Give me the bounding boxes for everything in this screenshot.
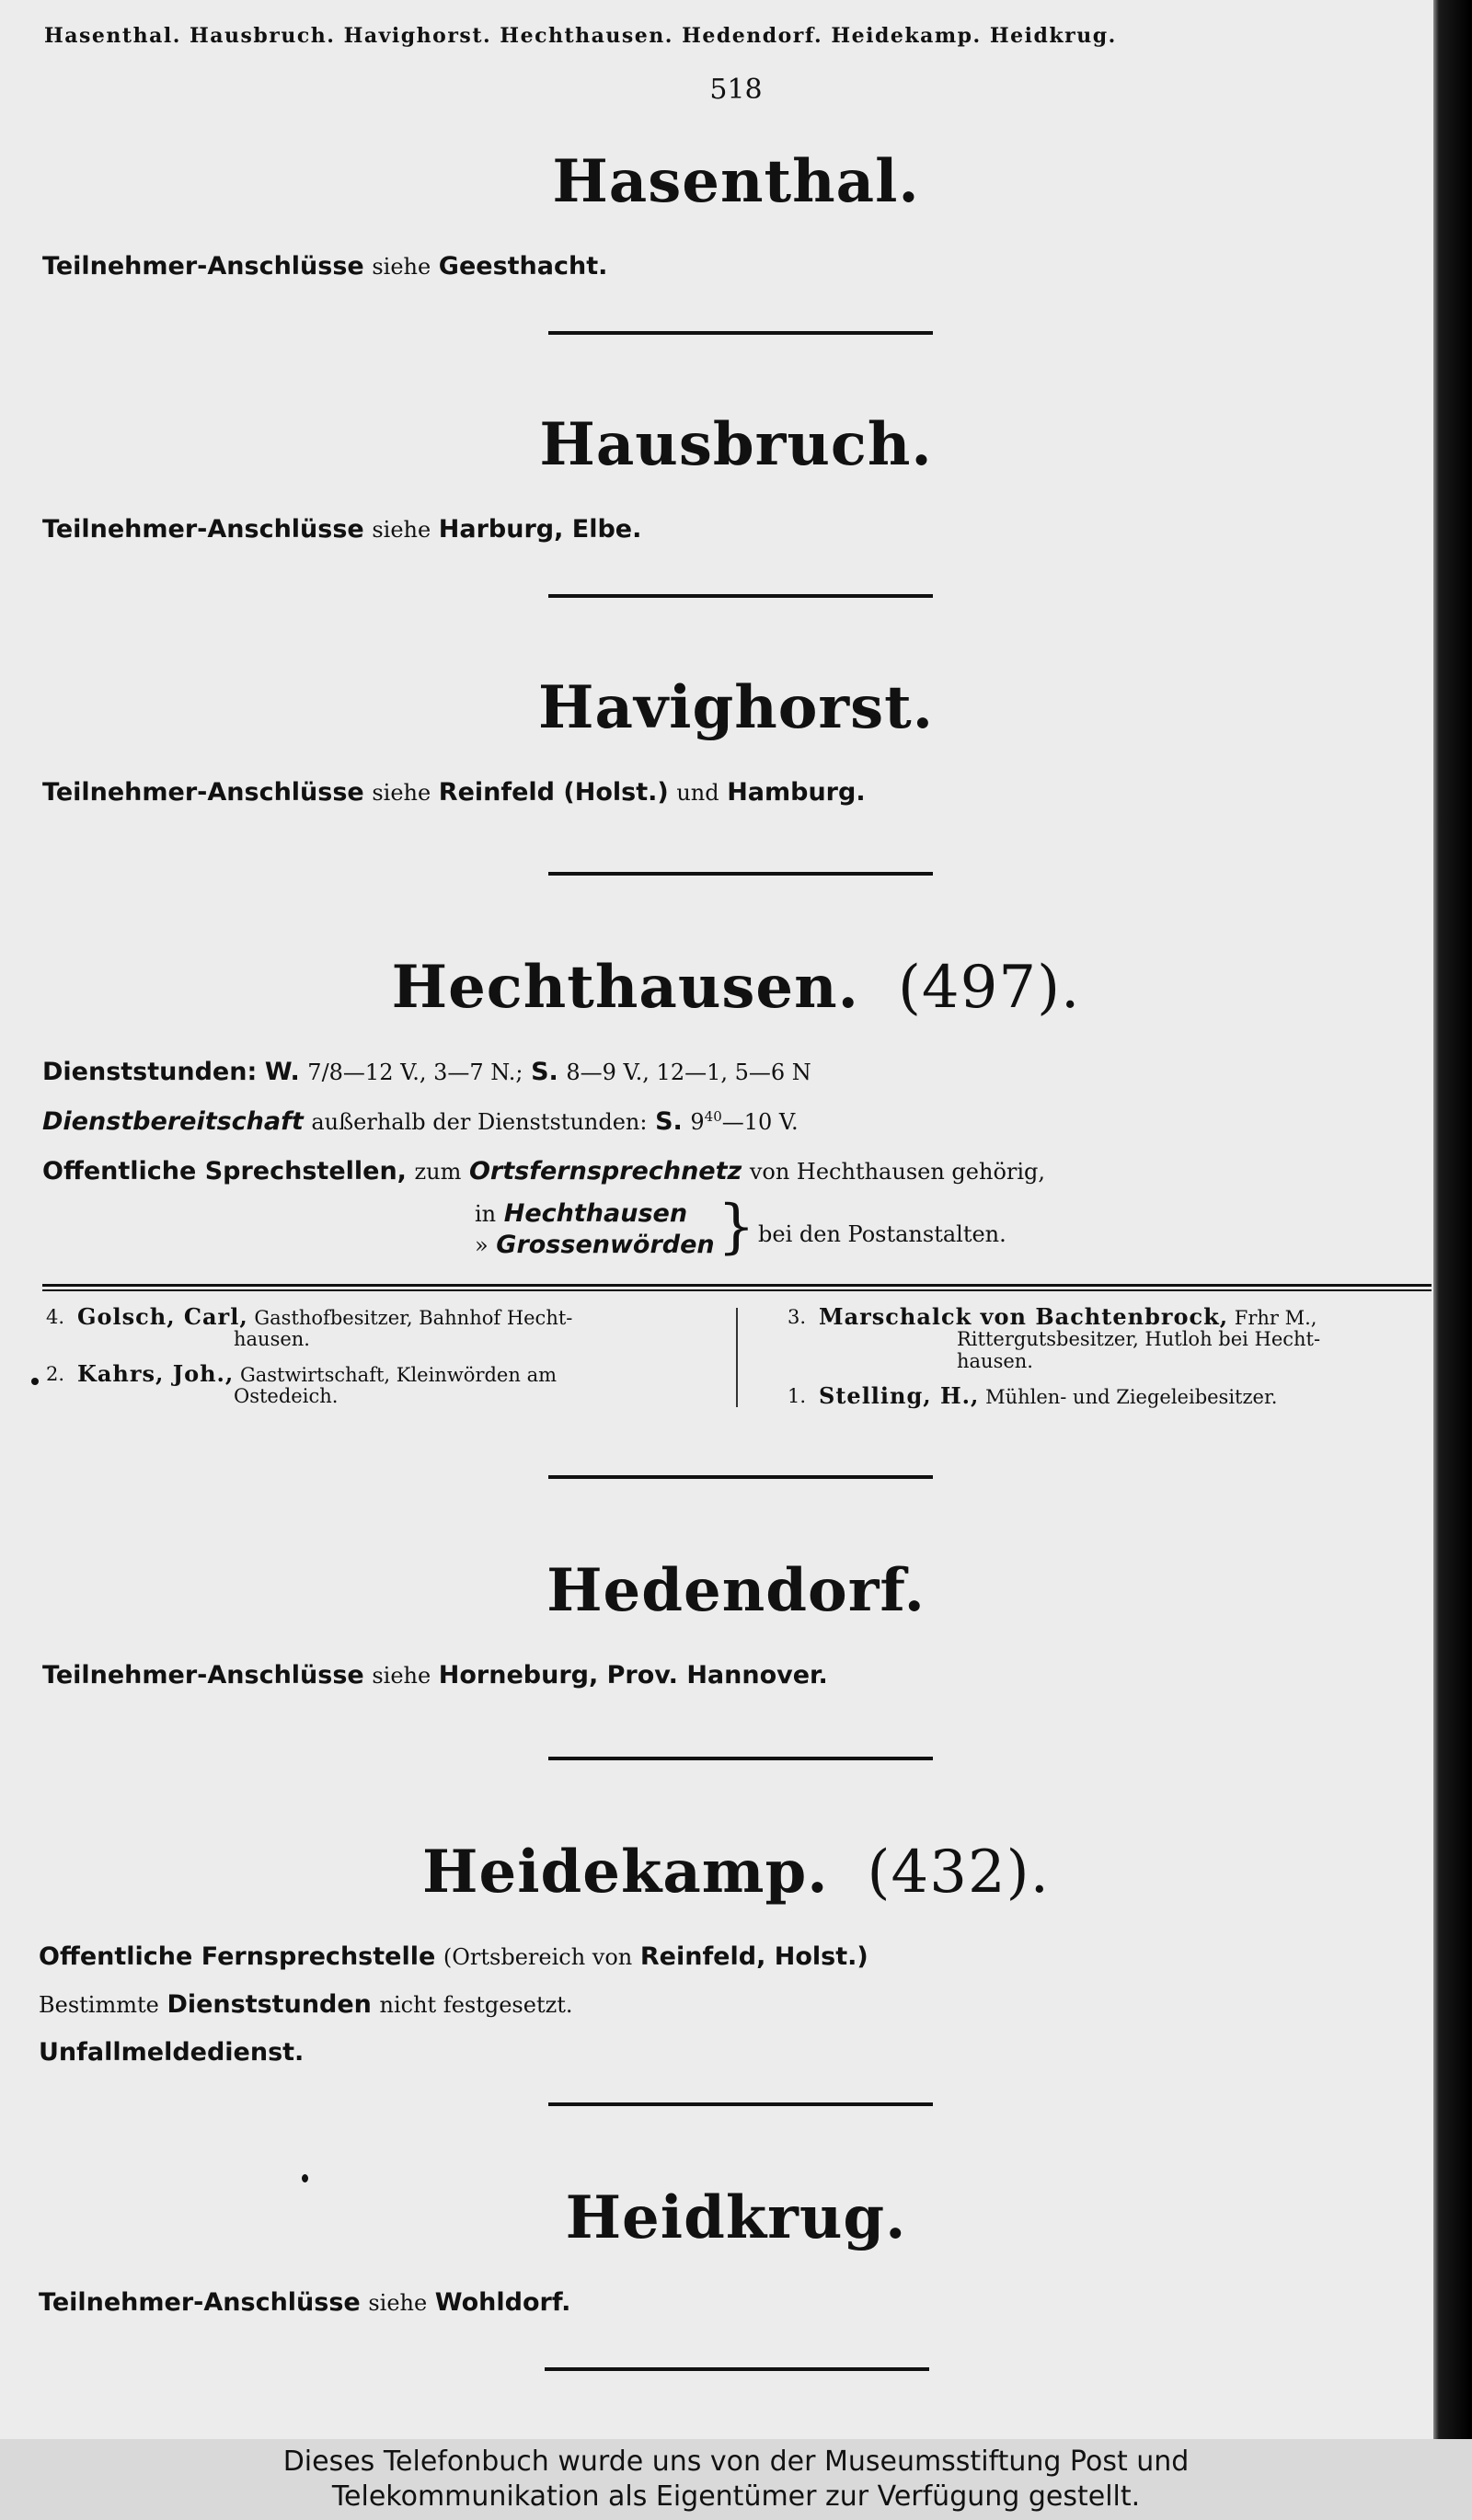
place-name: Hechthausen. bbox=[391, 953, 859, 1022]
ref-label: Teilnehmer-Anschlüsse bbox=[42, 778, 364, 807]
ref-target: Harburg, Elbe. bbox=[438, 515, 642, 544]
section-title-heidekamp bbox=[0, 1838, 1472, 1907]
ref-label: Teilnehmer-Anschlüsse bbox=[42, 1661, 364, 1690]
place-number: (497). bbox=[897, 954, 1081, 1022]
heidekamp-line-3: Unfallmeldedienst. bbox=[39, 2038, 305, 2067]
subscriber-desc: Gastwirtschaft, Kleinwörden am bbox=[239, 1364, 557, 1386]
subscriber-desc: Gasthofbesitzer, Bahnhof Hecht- bbox=[254, 1307, 573, 1329]
dienst-w-times: 7/8—12 V., 3—7 N.; bbox=[307, 1060, 523, 1085]
siehe-word: siehe bbox=[372, 517, 431, 543]
running-head: Hasenthal. Hausbruch. Havighorst. Hechthausen. Hedendorf. Heidekamp. Heidkrug. bbox=[44, 24, 1117, 48]
ref-target: Geesthacht. bbox=[438, 252, 608, 281]
ref-label: Teilnehmer-Anschlüsse bbox=[42, 252, 364, 281]
location-name: Hechthausen bbox=[503, 1199, 688, 1228]
section-title-havighorst: Havighorst. bbox=[538, 673, 934, 742]
footer-line-1: Dieses Telefonbuch wurde uns von der Museumsstiftung Post und bbox=[282, 2446, 1190, 2478]
location-line-1: in Hechthausen bbox=[475, 1199, 688, 1228]
hedendorf-reference bbox=[42, 1661, 828, 1690]
section-divider bbox=[548, 2102, 933, 2106]
ref-target: Hamburg. bbox=[727, 778, 866, 807]
subscriber-name: Golsch, Carl, bbox=[77, 1303, 248, 1330]
brace-glyph: } bbox=[718, 1193, 755, 1261]
ref-label: Teilnehmer-Anschlüsse bbox=[42, 515, 364, 544]
print-speck bbox=[31, 1378, 39, 1385]
section-divider bbox=[548, 331, 933, 335]
sprech-rest: von Hechthausen gehörig, bbox=[749, 1159, 1046, 1185]
ref-label: Teilnehmer-Anschlüsse bbox=[39, 2288, 361, 2317]
subscriber-name: Marschalck von Bachtenbrock, bbox=[819, 1303, 1229, 1330]
section-divider bbox=[548, 872, 933, 876]
siehe-word: siehe bbox=[372, 1663, 431, 1689]
heidekamp-line-2: Bestimmte Dienststunden nicht festgesetzt. bbox=[39, 1990, 573, 2019]
sprech-netz: Ortsfernsprechnetz bbox=[468, 1157, 742, 1186]
location-name: Grossenwörden bbox=[496, 1231, 715, 1259]
dienst-s: S. bbox=[531, 1058, 558, 1086]
und-word: und bbox=[676, 780, 719, 806]
hausbruch-reference bbox=[42, 515, 641, 544]
subscriber-name: Kahrs, Joh., bbox=[77, 1360, 235, 1387]
section-title-hasenthal: Hasenthal. bbox=[552, 147, 920, 216]
section-title-hausbruch: Hausbruch. bbox=[539, 410, 933, 479]
bereit-s: S. bbox=[655, 1107, 683, 1136]
subscriber-desc: Frhr M., bbox=[1234, 1307, 1317, 1329]
location-note: bei den Postanstalten. bbox=[758, 1221, 1006, 1247]
hechthausen-sprechstellen bbox=[42, 1157, 1045, 1186]
sprech-zum: zum bbox=[414, 1159, 462, 1185]
hechthausen-bereitschaft bbox=[42, 1107, 799, 1136]
section-divider bbox=[548, 1757, 933, 1760]
ref-target: Wohldorf. bbox=[434, 2288, 571, 2317]
footer-line-2: Telekommunikation als Eigentümer zur Verfügung gestellt. bbox=[331, 2480, 1141, 2513]
heidkrug-reference bbox=[39, 2288, 570, 2317]
subscriber-desc: Mühlen- und Ziegeleibesitzer. bbox=[985, 1386, 1278, 1408]
page-number: 518 bbox=[709, 74, 763, 106]
section-title-hechthausen bbox=[0, 953, 1472, 1022]
bereit-time: $9^{40}—10$ V. bbox=[690, 1108, 799, 1135]
dienst-s-times: 8—9 V., 12—1, 5—6 N bbox=[566, 1060, 811, 1085]
column-divider bbox=[736, 1308, 738, 1407]
section-title-heidkrug: Heidkrug. bbox=[565, 2183, 907, 2252]
ref-target: Reinfeld (Holst.) bbox=[438, 778, 669, 807]
print-speck bbox=[302, 2174, 308, 2182]
hechthausen-dienststunden bbox=[42, 1058, 811, 1086]
sprech-label: Offentliche Sprechstellen, bbox=[42, 1157, 407, 1186]
hasenthal-reference bbox=[42, 252, 607, 281]
ref-target: Horneburg, Prov. Hannover. bbox=[438, 1661, 828, 1690]
siehe-word: siehe bbox=[372, 254, 431, 280]
havighorst-reference bbox=[42, 778, 866, 807]
section-divider bbox=[548, 594, 933, 598]
section-title-hedendorf: Hedendorf. bbox=[546, 1556, 926, 1625]
siehe-word: siehe bbox=[372, 780, 431, 806]
bereit-label: Dienstbereitschaft bbox=[42, 1107, 304, 1136]
place-number: (432). bbox=[867, 1838, 1050, 1907]
page-edge-shadow bbox=[1433, 0, 1472, 2439]
dienst-label: Dienststunden: bbox=[42, 1058, 258, 1086]
section-divider bbox=[548, 1475, 933, 1479]
section-divider bbox=[545, 2367, 929, 2371]
place-name: Heidekamp. bbox=[422, 1838, 829, 1907]
location-line-2: » Grossenwörden bbox=[475, 1231, 715, 1259]
footer-notice bbox=[0, 2439, 1472, 2520]
double-rule bbox=[42, 1284, 1432, 1291]
heidekamp-line-1: Offentliche Fernsprechstelle (Ortsbereich von Reinfeld, Holst.) bbox=[39, 1942, 868, 1971]
dienst-w: W. bbox=[264, 1058, 300, 1086]
bereit-text: außerhalb der Dienststunden: bbox=[311, 1109, 648, 1135]
siehe-word: siehe bbox=[368, 2290, 428, 2316]
subscriber-name: Stelling, H., bbox=[819, 1382, 980, 1409]
